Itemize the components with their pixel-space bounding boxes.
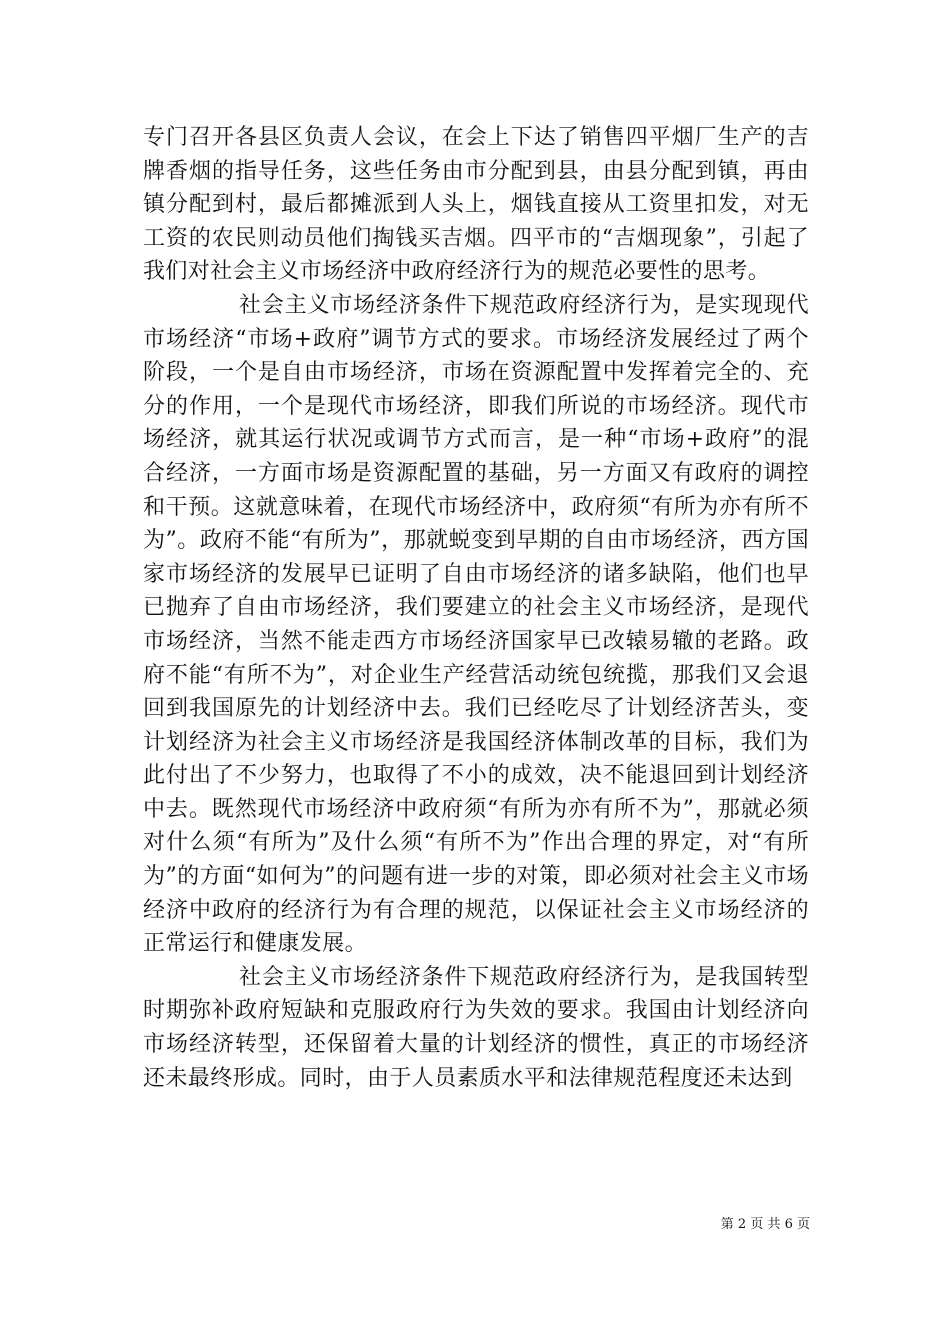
- paragraph-1: 专门召开各县区负责人会议，在会上下达了销售四平烟厂生产的吉牌香烟的指导任务，这些任务由市分配到县，由县分配到镇，再由镇分配到村，最后都摊派到人头上，烟钱直接从工资里扣发，对无工资的农民则动员他们掏钱买吉烟。四平市的“吉烟现象”，引起了我们对社会主义市场经济中政府经济行为的规范必要性的思考。: [143, 125, 809, 285]
- paragraph-2: 社会主义市场经济条件下规范政府经济行为，是实现现代市场经济“市场+政府”调节方式的要求。市场经济发展经过了两个阶段，一个是自由市场经济，市场在资源配置中发挥着完全的、充分的作用，一个是现代市场经济，即我们所说的市场经济。现代市场经济，就其运行状况或调节方式而言，是一种“市场+政府”的混合经济，一方面市场是资源配置的基础，另一方面又有政府的调控和干预。这就意味着，在现代市场经济中，政府须“有所为亦有所不为”。政府不能“有所为”，那就蜕变到早期的自由市场经济，西方国家市场经济的发展早已证明了自由市场经济的诸多缺陷，他们也早已抛弃了自由市场经济，我们要建立的社会主义市场经济，是现代市场经济，当然不能走西方市场经济国家早已改辕易辙的老路。政府不能“有所不为”，对企业生产经营活动统包统揽，那我们又会退回到我国原先的计划经济中去。我们已经吃尽了计划经济苦头，变计划经济为社会主义市场经济是我国经济体制改革的目标，我们为此付出了不少努力，也取得了不小的成效，决不能退回到计划经济中去。既然现代市场经济中政府须“有所为亦有所不为”，那就必须对什么须“有所为”及什么须“有所不为”作出合理的界定，对“有所为”的方面“如何为”的问题有进一步的对策，即必须对社会主义市场经济中政府的经济行为有合理的规范，以保证社会主义市场经济的正常运行和健康发展。: [143, 292, 809, 957]
- page-number-footer: 第 2 页 共 6 页: [720, 1217, 810, 1232]
- paragraph-3: 社会主义市场经济条件下规范政府经济行为，是我国转型时期弥补政府短缺和克服政府行为失效的要求。我国由计划经济向市场经济转型，还保留着大量的计划经济的惯性，真正的市场经济还未最终形成。同时，由于人员素质水平和法律规范程度还未达到: [143, 964, 809, 1091]
- document-body: [143, 121, 809, 1095]
